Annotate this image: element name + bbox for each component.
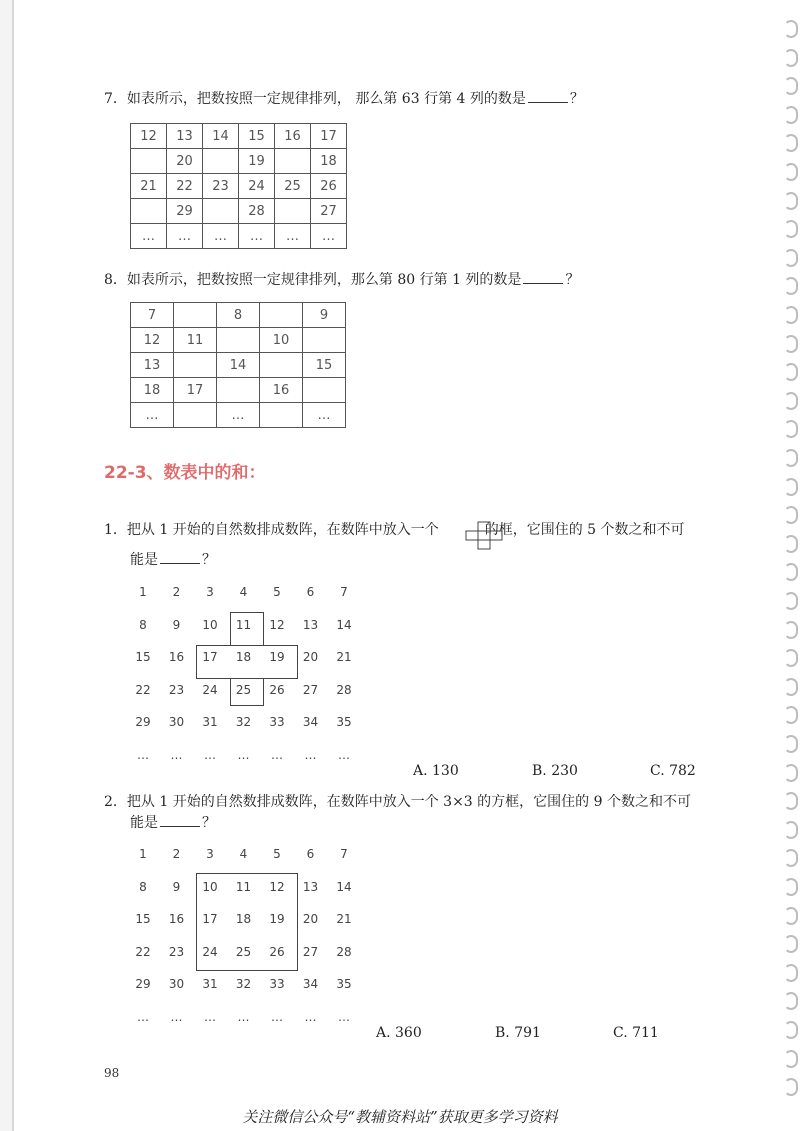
binder-ring — [784, 134, 798, 152]
table-cell: 21 — [131, 174, 167, 199]
grid-number: 6 — [306, 585, 315, 599]
binder-ring — [784, 1078, 798, 1096]
table-cell — [275, 199, 311, 224]
grid-number: … — [204, 1009, 216, 1024]
page-shadow — [0, 0, 12, 1131]
footer-note: 关注微信公众号“教辅资料站”获取更多学习资料 — [242, 1108, 558, 1126]
grid-number: … — [237, 747, 250, 762]
binder-ring — [784, 706, 798, 724]
table-cell: 20 — [167, 149, 203, 174]
table-row — [131, 149, 347, 174]
table-cell: 25 — [275, 174, 311, 199]
grid-number: 5 — [273, 847, 281, 861]
cross-frame-icon — [464, 521, 504, 551]
table-cell: 28 — [239, 199, 275, 224]
question-8-end: ？ — [565, 272, 580, 288]
binder-ring — [784, 106, 798, 124]
grid-number: 14 — [336, 617, 352, 632]
question-7-text: 7．如表所示，把数按照一定规律排列， 那么第 63 行第 4 列的数是 — [104, 91, 526, 107]
grid-number: … — [338, 747, 350, 762]
grid-number: 24 — [202, 944, 218, 959]
grid-number: 31 — [202, 715, 218, 729]
grid-number: 4 — [239, 847, 248, 861]
binder-ring — [784, 249, 798, 267]
problem-2-line-2 — [130, 812, 216, 833]
grid-number: 13 — [302, 879, 319, 894]
grid-number: 18 — [235, 650, 252, 664]
grid-number: 28 — [336, 682, 352, 697]
table-cell: 17 — [311, 124, 347, 149]
grid-number: … — [204, 747, 216, 762]
grid-number: 20 — [302, 650, 319, 664]
table-cell: … — [239, 224, 275, 249]
binder-ring — [784, 849, 798, 867]
grid-number: 20 — [302, 912, 319, 926]
question-7-end: ？ — [569, 91, 584, 107]
binder-ring — [784, 735, 798, 753]
table-cell: … — [303, 403, 346, 428]
table-cell: 17 — [174, 378, 217, 403]
cross-frame-top — [230, 612, 264, 646]
table-cell: 7 — [131, 303, 174, 328]
grid-number: 1 — [139, 847, 147, 861]
table-cell: 13 — [167, 124, 203, 149]
binder-ring — [784, 335, 798, 353]
binder-ring — [784, 20, 798, 38]
problem-2-line-1 — [104, 792, 691, 812]
table-cell — [260, 353, 303, 378]
table-cell — [203, 199, 239, 224]
table-row — [131, 328, 346, 353]
answer-blank — [160, 549, 200, 564]
table-cell — [303, 378, 346, 403]
question-8-text: 8．如表所示，把数按照一定规律排列，那么第 80 行第 1 列的数是 — [104, 272, 522, 288]
binder-ring — [784, 277, 798, 295]
answer-blank — [160, 812, 200, 827]
table-cell — [131, 199, 167, 224]
grid-number: … — [338, 1009, 350, 1024]
table-cell: 9 — [303, 303, 346, 328]
binder-ring — [784, 535, 798, 553]
grid-number: 10 — [202, 879, 218, 894]
table-cell: 13 — [131, 353, 174, 378]
option-a: A. 360 — [376, 1025, 422, 1041]
question-7-table — [130, 123, 347, 249]
grid-number: 29 — [135, 977, 151, 991]
table-cell: 12 — [131, 124, 167, 149]
grid-number: 23 — [168, 682, 185, 697]
grid-number: … — [237, 1009, 250, 1024]
cross-frame-bottom — [230, 678, 264, 706]
grid-number: 25 — [235, 682, 252, 697]
problem-1-text-b: 的框，它围住的 5 个数之和不可 — [484, 522, 685, 538]
grid-number: 30 — [168, 715, 185, 729]
grid-number: 27 — [302, 944, 319, 959]
option-b: B. 230 — [532, 763, 578, 779]
binder-ring — [784, 935, 798, 953]
table-cell: … — [167, 224, 203, 249]
grid-number: 14 — [336, 879, 352, 894]
grid-number: 34 — [302, 715, 319, 729]
grid-number: 28 — [336, 944, 352, 959]
grid-number: 11 — [235, 879, 252, 894]
table-cell: 14 — [203, 124, 239, 149]
grid-number: 9 — [172, 617, 181, 632]
grid-number: … — [271, 1009, 283, 1024]
grid-number: 5 — [273, 585, 281, 599]
grid-number: 33 — [269, 977, 285, 991]
grid-number: 11 — [235, 617, 252, 632]
page-edge — [12, 0, 14, 1131]
grid-number: 27 — [302, 682, 319, 697]
binder-ring — [784, 592, 798, 610]
grid-number: 21 — [336, 912, 352, 926]
grid-number: 33 — [269, 715, 285, 729]
grid-number: 13 — [302, 617, 319, 632]
question-7 — [104, 88, 584, 109]
table-cell — [260, 403, 303, 428]
binder-ring — [784, 992, 798, 1010]
grid-number: 7 — [340, 847, 348, 861]
table-cell: … — [203, 224, 239, 249]
grid-number: 15 — [135, 912, 151, 926]
table-cell: 29 — [167, 199, 203, 224]
grid-number: 2 — [172, 847, 181, 861]
table-cell: … — [131, 403, 174, 428]
grid-number: 23 — [168, 944, 185, 959]
binder-ring — [784, 449, 798, 467]
page-number: 98 — [104, 1066, 120, 1080]
cross-frame-middle — [196, 645, 298, 679]
grid-number: 8 — [139, 879, 147, 894]
table-row — [131, 303, 346, 328]
binder-ring — [784, 363, 798, 381]
three-by-three-frame — [196, 873, 298, 971]
grid-number: 21 — [336, 650, 352, 664]
problem-1-text-d: ？ — [202, 552, 216, 568]
binder-ring — [784, 506, 798, 524]
grid-number: 25 — [235, 944, 252, 959]
binder-rings — [778, 0, 800, 1131]
grid-number: 29 — [135, 715, 151, 729]
binder-ring — [784, 220, 798, 238]
grid-number: 26 — [269, 682, 285, 697]
problem-1-text-c: 能是 — [130, 552, 158, 568]
table-cell: 16 — [275, 124, 311, 149]
table-row — [131, 353, 346, 378]
problem-2-text-a: 2．把从 1 开始的自然数排成数阵，在数阵中放入一个 3×3 的方框，它围住的 9 个数之和不可 — [104, 794, 691, 810]
table-cell: 18 — [311, 149, 347, 174]
table-row — [131, 124, 347, 149]
table-row — [131, 174, 347, 199]
table-cell: 23 — [203, 174, 239, 199]
grid-number: … — [304, 1009, 317, 1024]
problem-1-text-a: 1．把从 1 开始的自然数排成数阵，在数阵中放入一个 — [104, 522, 439, 538]
table-cell: … — [275, 224, 311, 249]
table-cell — [303, 328, 346, 353]
grid-number: 7 — [340, 585, 348, 599]
table-row — [131, 403, 346, 428]
table-cell: … — [217, 403, 260, 428]
table-cell: 22 — [167, 174, 203, 199]
table-cell — [260, 303, 303, 328]
binder-ring — [784, 420, 798, 438]
grid-number: … — [304, 747, 317, 762]
table-cell: 24 — [239, 174, 275, 199]
table-cell: 27 — [311, 199, 347, 224]
table-cell: 15 — [303, 353, 346, 378]
grid-number: … — [170, 747, 183, 762]
table-cell: 8 — [217, 303, 260, 328]
binder-ring — [784, 478, 798, 496]
table-cell — [131, 149, 167, 174]
table-cell — [174, 353, 217, 378]
binder-ring — [784, 563, 798, 581]
grid-number: 19 — [269, 650, 285, 664]
grid-number: 19 — [269, 912, 285, 926]
table-row — [131, 199, 347, 224]
grid-number: 32 — [235, 977, 252, 991]
problem-1-line-2 — [130, 549, 216, 570]
grid-number: 12 — [269, 617, 285, 632]
binder-ring — [784, 964, 798, 982]
grid-number: 8 — [139, 617, 147, 632]
table-cell: 19 — [239, 149, 275, 174]
table-cell: 18 — [131, 378, 174, 403]
grid-number: 24 — [202, 682, 218, 697]
option-c: C. 782 — [650, 763, 696, 779]
binder-ring — [784, 907, 798, 925]
grid-number: 1 — [139, 585, 147, 599]
table-cell: 26 — [311, 174, 347, 199]
grid-number: 2 — [172, 585, 181, 599]
answer-blank — [528, 88, 568, 103]
grid-number: 26 — [269, 944, 285, 959]
binder-ring — [784, 878, 798, 896]
option-b: B. 791 — [495, 1025, 541, 1041]
binder-ring — [784, 392, 798, 410]
grid-number: 10 — [202, 617, 218, 632]
grid-number: … — [271, 747, 283, 762]
binder-ring — [784, 678, 798, 696]
grid-number: 12 — [269, 879, 285, 894]
table-cell — [203, 149, 239, 174]
binder-ring — [784, 163, 798, 181]
grid-number: 3 — [206, 585, 214, 599]
grid-number: 35 — [336, 715, 352, 729]
grid-number: 30 — [168, 977, 185, 991]
binder-ring — [784, 764, 798, 782]
table-cell: 12 — [131, 328, 174, 353]
grid-number: 31 — [202, 977, 218, 991]
grid-number: … — [137, 747, 149, 762]
grid-number: 9 — [172, 879, 181, 894]
question-8 — [104, 269, 579, 290]
table-cell: 15 — [239, 124, 275, 149]
grid-number: 34 — [302, 977, 319, 991]
grid-number: 15 — [135, 650, 151, 664]
grid-number: 18 — [235, 912, 252, 926]
grid-number: 22 — [135, 682, 151, 697]
problem-2-text-b: 能是 — [130, 815, 158, 831]
grid-number: 16 — [168, 650, 185, 664]
section-title: 22-3、数表中的和： — [104, 463, 266, 483]
table-cell: … — [311, 224, 347, 249]
grid-number: 6 — [306, 847, 315, 861]
table-row — [131, 224, 347, 249]
table-cell: 16 — [260, 378, 303, 403]
grid-number: 17 — [202, 650, 218, 664]
grid-number: 32 — [235, 715, 252, 729]
grid-number: 22 — [135, 944, 151, 959]
table-cell: 10 — [260, 328, 303, 353]
problem-1-line-1 — [104, 520, 685, 540]
binder-ring — [784, 306, 798, 324]
grid-number: 4 — [239, 585, 248, 599]
grid-number: … — [137, 1009, 149, 1024]
binder-ring — [784, 621, 798, 639]
problem-2-text-c: ？ — [202, 815, 216, 831]
binder-ring — [784, 192, 798, 210]
table-cell: … — [131, 224, 167, 249]
grid-number: 3 — [206, 847, 214, 861]
grid-number: 17 — [202, 912, 218, 926]
table-cell: 11 — [174, 328, 217, 353]
binder-ring — [784, 649, 798, 667]
option-c: C. 711 — [613, 1025, 659, 1041]
grid-number: … — [170, 1009, 183, 1024]
answer-blank — [523, 269, 563, 284]
option-a: A. 130 — [413, 763, 459, 779]
grid-number: 16 — [168, 912, 185, 926]
binder-ring — [784, 1021, 798, 1039]
question-8-table — [130, 302, 346, 428]
table-cell: 14 — [217, 353, 260, 378]
table-row — [131, 378, 346, 403]
grid-number: 35 — [336, 977, 352, 991]
table-cell — [217, 328, 260, 353]
table-cell — [217, 378, 260, 403]
binder-ring — [784, 1050, 798, 1068]
binder-ring — [784, 77, 798, 95]
table-cell — [174, 403, 217, 428]
binder-ring — [784, 821, 798, 839]
binder-ring — [784, 792, 798, 810]
table-cell — [174, 303, 217, 328]
binder-ring — [784, 49, 798, 67]
table-cell — [275, 149, 311, 174]
